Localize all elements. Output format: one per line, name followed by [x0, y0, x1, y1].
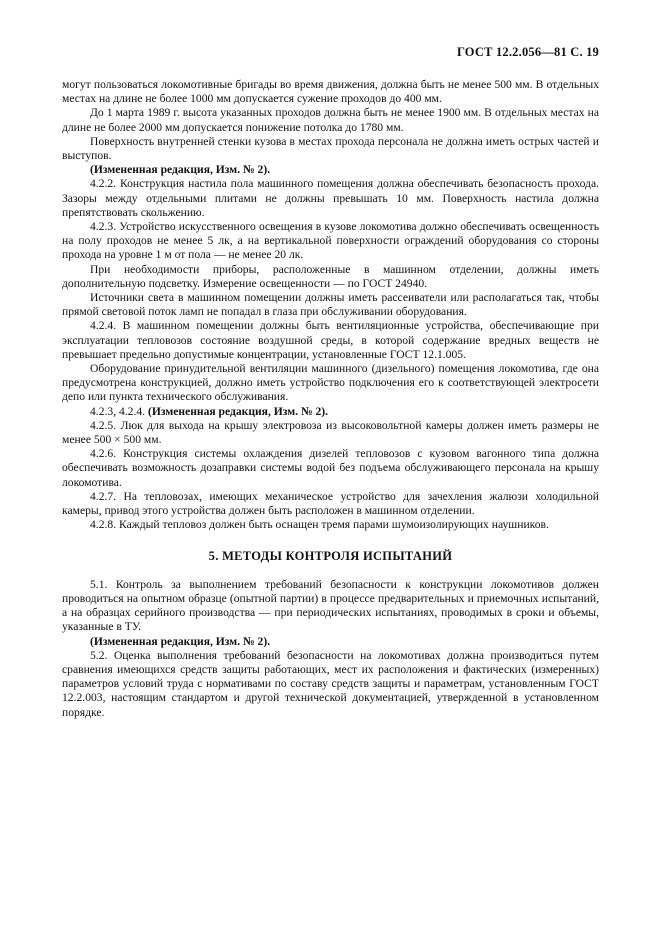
clause-4-2-7: 4.2.7. На тепловозах, имеющих механическое устройство для зачехления жалюзи холодильной камеры, привод этого устройства должен быть расположен в машинном отделении. — [62, 489, 599, 518]
amendment-note-text: (Измененная редакция, Изм. № 2). — [90, 163, 271, 177]
amendment-note — [62, 635, 599, 649]
amendment-note-ref: 4.2.3, 4.2.4. — [90, 404, 148, 418]
clause-4-2-3: 4.2.3. Устройство искусственного освещения в кузове локомотива должно обеспечивать освещенность на полу проходов не менее 5 лк, а на вертикальной поверхности ограждений оборудования со стороны прохода на уровне 1 м от пола — не менее 20 лк. — [62, 220, 599, 262]
clause-4-2-6: 4.2.6. Конструкция системы охлаждения дизелей тепловозов с кузовом вагонного типа должна обеспечивать возможность дозаправки системы водой без подъема обслуживающего персонала на крышу локомотива. — [62, 447, 599, 489]
paragraph: До 1 марта 1989 г. высота указанных проходов должна быть не менее 1900 мм. В отдельных местах на длине не более 2000 мм допускается понижение потолка до 1780 мм. — [62, 106, 599, 134]
paragraph: При необходимости приборы, расположенные в машинном отделении, должны иметь дополнительную подсветку. Измерение освещенности — по ГОСТ 24940. — [62, 262, 599, 290]
paragraph: могут пользоваться локомотивные бригады во время движения, должна быть не менее 500 мм. В отдельных местах на длине не более 1000 мм допускается сужение проходов до 400 мм. — [62, 78, 599, 106]
amendment-note — [62, 405, 599, 419]
clause-4-2-5: 4.2.5. Люк для выхода на крышу электровоза из высоковольтной камеры должен иметь размеры не менее 500 × 500 мм. — [62, 418, 599, 447]
amendment-note-text: (Измененная редакция, Изм. № 2). — [147, 404, 329, 418]
amendment-note-text: (Измененная редакция, Изм. № 2). — [90, 634, 271, 648]
clause-4-2-4: 4.2.4. В машинном помещении должны быть вентиляционные устройства, обеспечивающие при эксплуатации тепловозов состояние воздушной среды, в которой содержание вредных веществ не превышает предельно допустимые концентрации, установленные ГОСТ 12.1.005. — [62, 319, 599, 361]
clause-5-2: 5.2. Оценка выполнения требований безопасности на локомотивах должна производиться путем сравнения имеющихся средств защиты работающих, мест их расположения и фактических (измеренных) параметров условий труда с нормативами по составу средств защиты и параметрам, установленным ГОСТ 12.2.003, настоящим стандартом и другой технической документацией, утвержденной в установленном порядке. — [62, 648, 599, 719]
running-header: ГОСТ 12.2.056—81 С. 19 — [456, 45, 599, 59]
document-body — [62, 78, 599, 720]
clause-5-1: 5.1. Контроль за выполнением требований безопасности к конструкции локомотивов должен проводиться на опытном образце (опытной партии) в процессе предварительных и приемочных испытаний, а на образцах серийного производства — при периодических испытаниях, проводимых в сроки и объемы, указанные в ТУ. — [62, 577, 599, 634]
clause-4-2-8: 4.2.8. Каждый тепловоз должен быть оснащен тремя парами шумоизолирующих наушников. — [90, 518, 549, 532]
clause-4-2-2: 4.2.2. Конструкция настила пола машинного помещения должна обеспечивать безопасность прохода. Зазоры между отдельными плитами не должны превышать 10 мм. Поверхность настила должна препятствовать скольжению. — [62, 177, 599, 219]
paragraph: Поверхность внутренней стенки кузова в местах прохода персонала не должна иметь острых частей и выступов. — [62, 134, 599, 163]
amendment-note — [62, 163, 599, 177]
paragraph: Оборудование принудительной вентиляции машинного (дизельного) помещения локомотива, где она предусмотрена конструкцией, должно иметь устройство подключения его к соответствующей электросети депо или пункта технического обслуживания. — [62, 362, 599, 404]
section-heading: 5. МЕТОДЫ КОНТРОЛЯ ИСПЫТАНИЙ — [208, 548, 453, 563]
paragraph: Источники света в машинном помещении должны иметь рассеиватели или располагаться так, чтобы прямой световой поток ламп не попадал в глаза при обслуживании оборудования. — [62, 291, 599, 319]
